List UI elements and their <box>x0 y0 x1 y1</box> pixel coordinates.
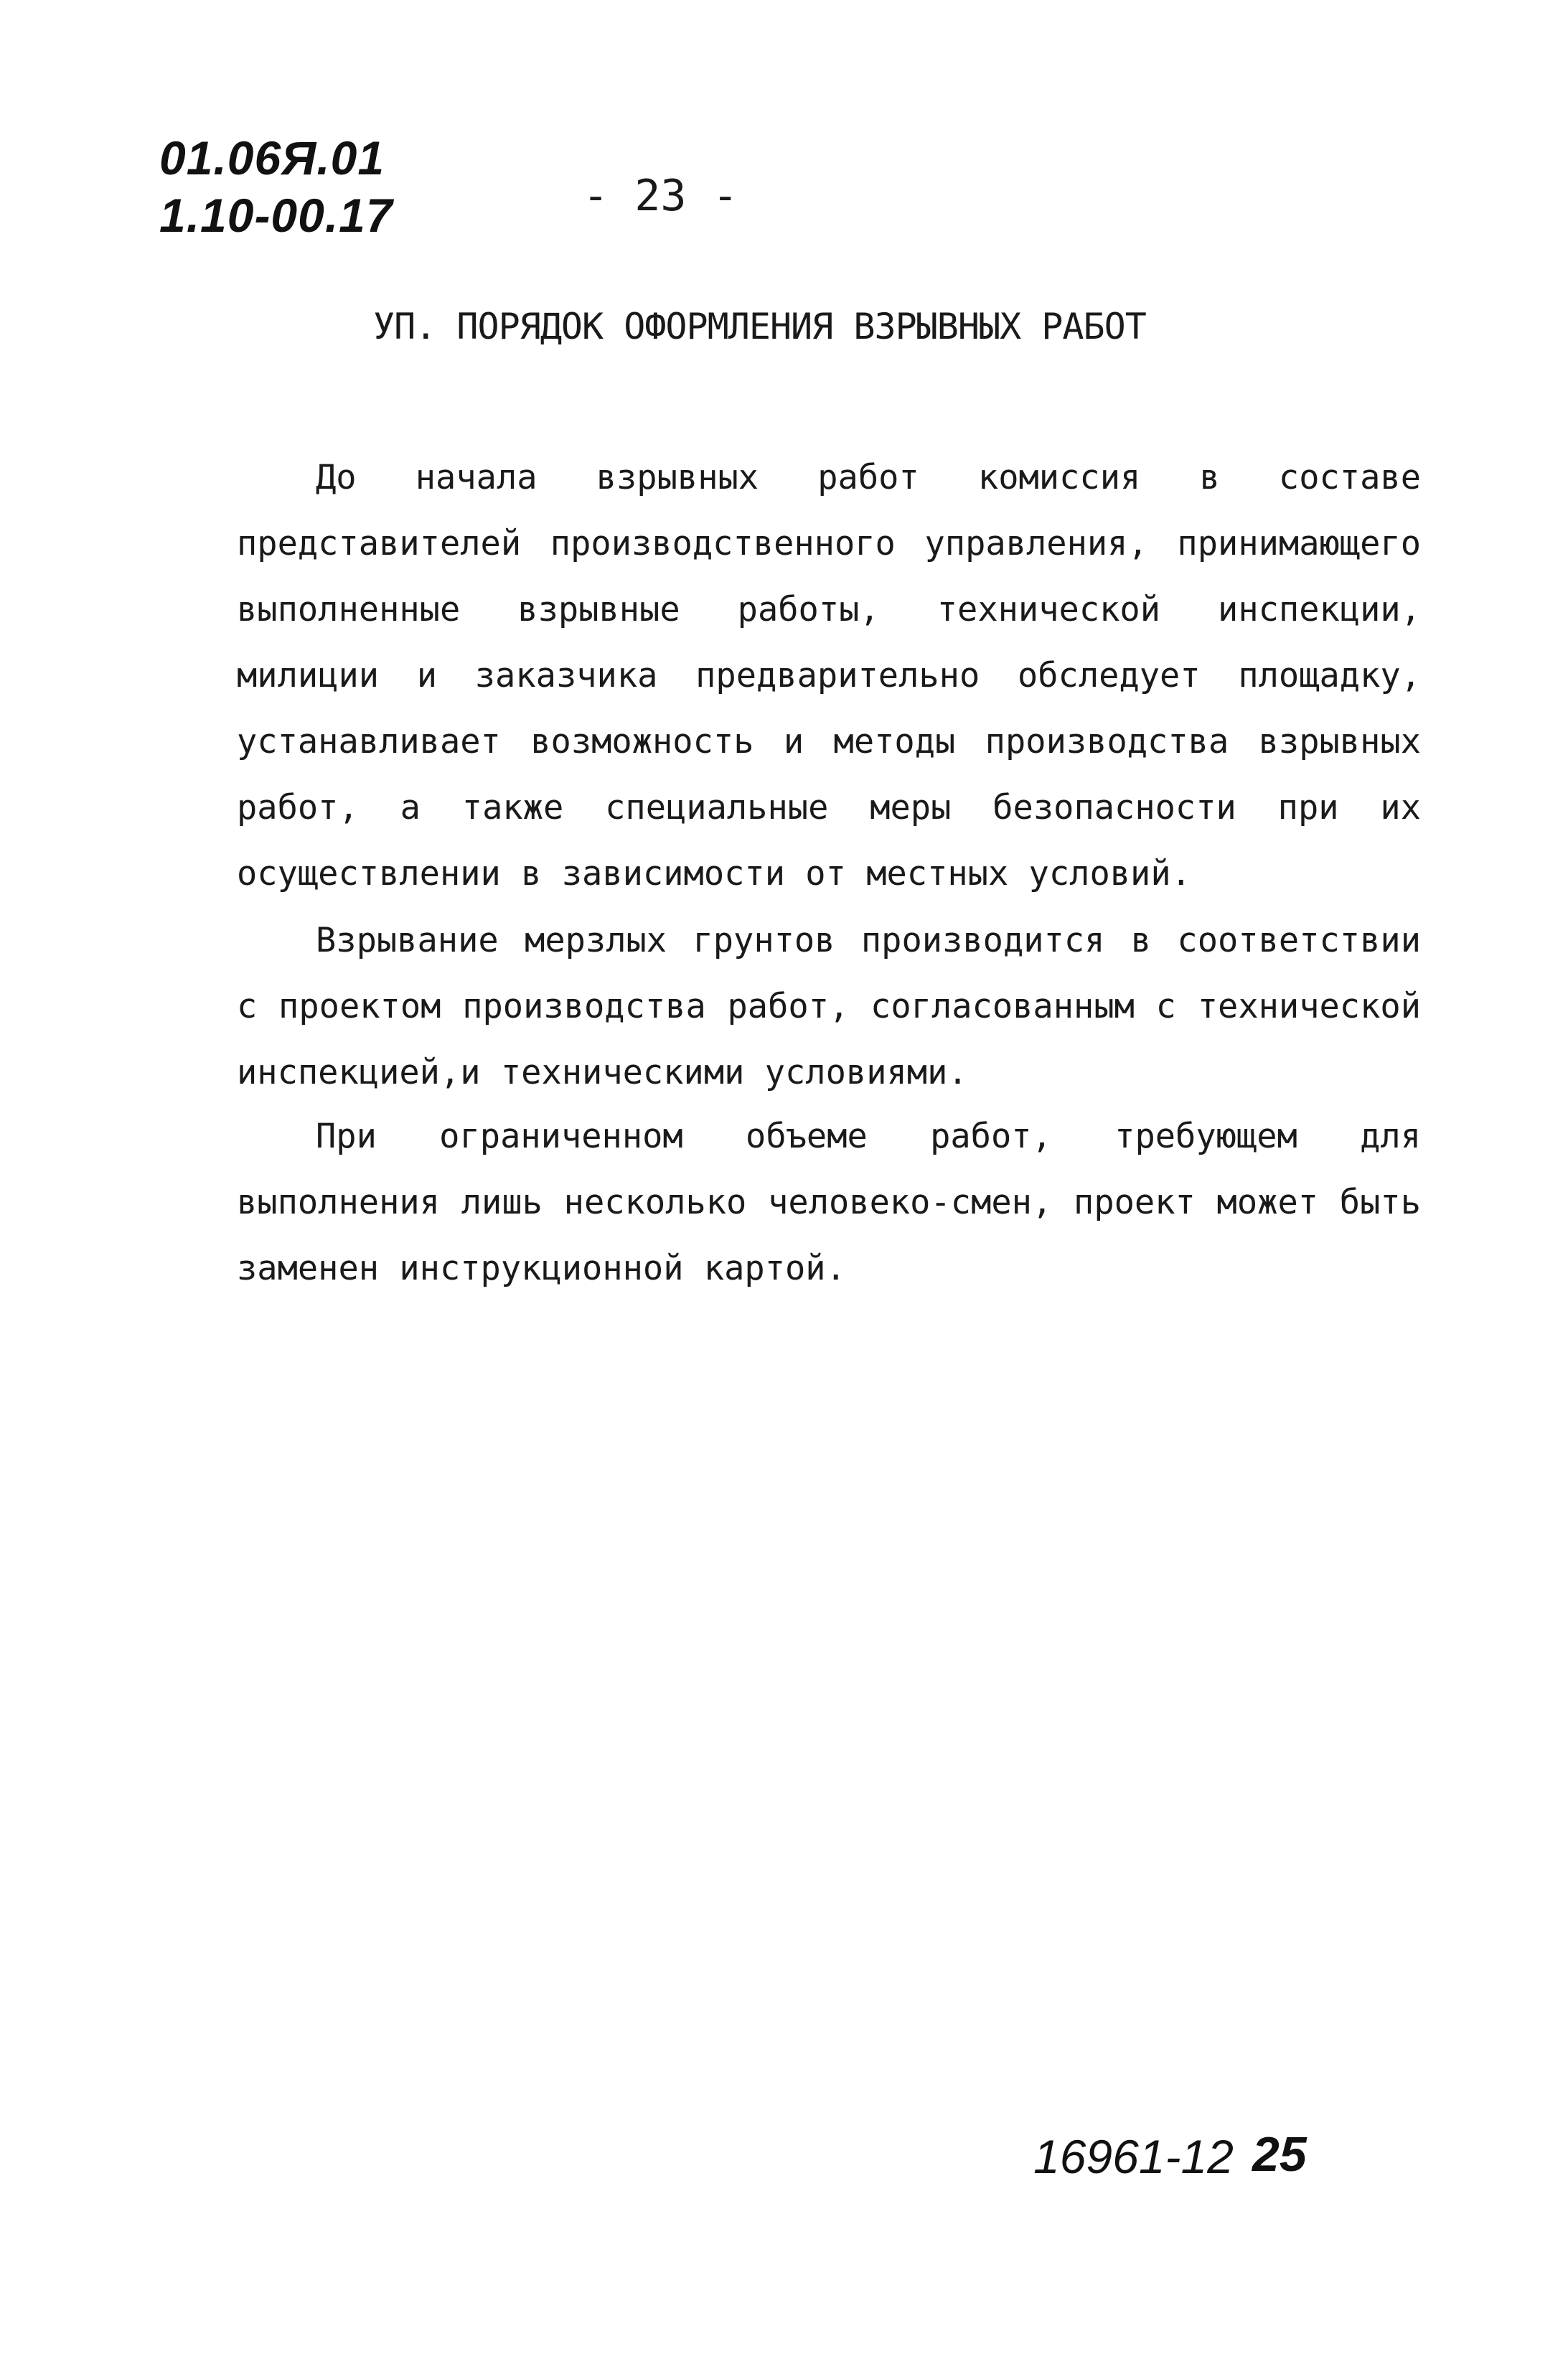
body-paragraph-1: До начала взрывных работ комиссия в составе представителей производственного управления, принимающего выполненные взрывные работы, технической инспекции, милиции и заказчика предварительно обследует площадку, устанавливает возможность и методы производства взрывных работ, а также специальные меры безопасности при их осуществлении в зависимости от местных условий. <box>237 458 1421 893</box>
page-number: - 23 - <box>583 171 738 221</box>
sheet-number: 25 <box>1252 2127 1307 2182</box>
body-paragraph-3: При ограниченном объеме работ, требующем для выполнения лишь несколько человеко-смен, проект может быть заменен инструкционной картой. <box>237 1117 1421 1288</box>
body-paragraph-2: Взрывание мерзлых грунтов производится в соответствии с проектом производства работ, согласованным с технической инспекцией,и техническими условиями. <box>237 921 1421 1092</box>
document-code-line-2: 1.10-00.17 <box>159 189 393 242</box>
document-code-block <box>159 129 393 244</box>
document-code-line-1: 01.06Я.01 <box>159 131 385 184</box>
album-code: 16961-12 <box>1033 2130 1234 2183</box>
section-heading: УП. ПОРЯДОК ОФОРМЛЕНИЯ ВЗРЫВНЫХ РАБОТ <box>373 306 1146 347</box>
